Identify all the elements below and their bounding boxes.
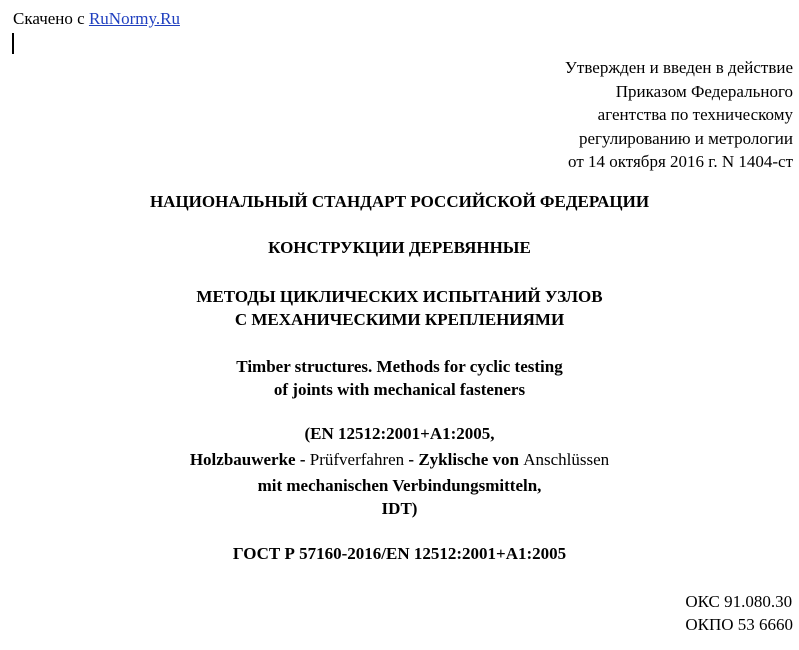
source-prefix: Скачено с [13,9,85,28]
german-part-2: Prüfverfahren [309,450,405,469]
methods-line-2: С МЕХАНИЧЕСКИМИ КРЕПЛЕНИЯМИ [234,310,565,329]
approval-line: агентства по техническому [597,105,793,124]
methods-line-1: МЕТОДЫ ЦИКЛИЧЕСКИХ ИСПЫТАНИЙ УЗЛОВ [196,287,603,306]
gost-designation: ГОСТ Р 57160-2016/EN 12512:2001+A1:2005 [232,544,567,563]
approval-line: от 14 октября 2016 г. N 1404-ст [568,152,793,171]
german-title-line [0,450,799,470]
subject-heading: КОНСТРУКЦИИ ДЕРЕВЯННЫЕ [268,238,531,257]
source-line [13,9,180,29]
text-cursor [12,33,14,54]
oks-code: ОКС 91.080.30 [685,592,793,611]
approval-line: регулированию и метрологии [578,128,793,148]
german-part-1: Holzbauwerke - [189,450,306,469]
en-reference: (EN 12512:2001+A1:2005, [304,424,495,443]
german-part-3: - Zyklische von [408,450,519,469]
classification-codes [685,590,793,636]
source-link[interactable]: RuNormy.Ru [88,9,180,28]
german-part-4: Anschlüssen [523,450,610,469]
idt-marker: IDT) [381,499,418,518]
english-title [0,355,799,401]
methods-heading [0,285,799,331]
standard-type-heading: НАЦИОНАЛЬНЫЙ СТАНДАРТ РОССИЙСКОЙ ФЕДЕРАЦИИ [149,192,650,211]
approval-line: Приказом Федерального [615,81,793,101]
approval-block [565,56,793,174]
approval-line: Утвержден и введен в действие [564,58,793,77]
english-line-2: of joints with mechanical fasteners [273,380,526,399]
german-title-line-2: mit mechanischen Verbindungsmitteln, [257,476,542,495]
english-line-1: Timber structures. Methods for cyclic testing [236,357,563,376]
okpo-code: ОКПО 53 6660 [685,615,793,634]
